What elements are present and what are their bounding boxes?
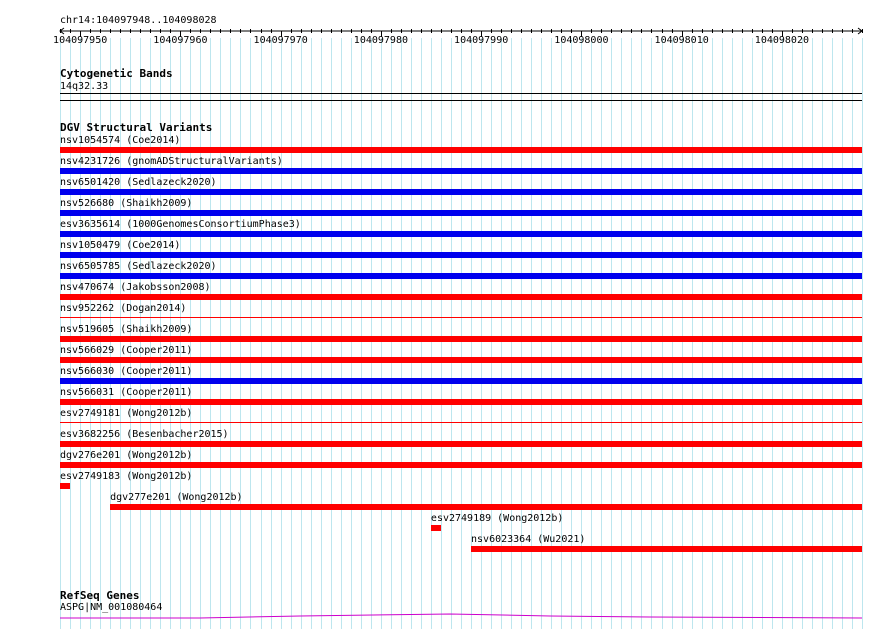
dgv-variant-bar[interactable]	[431, 525, 441, 531]
ruler-tick-label: 104098010	[654, 35, 709, 46]
dgv-variant-bar[interactable]	[60, 422, 862, 423]
dgv-variant-label[interactable]: nsv6023364 (Wu2021)	[471, 534, 586, 545]
cytoband-bar[interactable]	[60, 93, 862, 94]
dgv-variant-label[interactable]: nsv519605 (Shaikh2009)	[60, 324, 193, 335]
refseq-track-title[interactable]: RefSeq Genes	[60, 589, 140, 602]
ruler-tick-label: 104097990	[454, 35, 509, 46]
dgv-variant-bar[interactable]	[60, 378, 862, 384]
ruler-tick-label: 104098000	[554, 35, 609, 46]
dgv-variant-label[interactable]: nsv1050479 (Coe2014)	[60, 240, 181, 251]
dgv-variant-label[interactable]: nsv566031 (Cooper2011)	[60, 387, 193, 398]
dgv-variant-bar[interactable]	[60, 294, 862, 300]
dgv-variant-label[interactable]: nsv526680 (Shaikh2009)	[60, 198, 193, 209]
dgv-variant-bar[interactable]	[60, 336, 862, 342]
ruler-tick-label: 104097980	[353, 35, 408, 46]
dgv-variant-bar[interactable]	[60, 252, 862, 258]
dgv-variant-bar[interactable]	[60, 441, 862, 447]
dgv-variant-label[interactable]: esv2749183 (Wong2012b)	[60, 471, 193, 482]
dgv-variant-label[interactable]: nsv6501420 (Sedlazeck2020)	[60, 177, 217, 188]
refseq-gene-line[interactable]	[0, 610, 890, 624]
dgv-variant-label[interactable]: esv3682256 (Besenbacher2015)	[60, 429, 229, 440]
dgv-variant-label[interactable]: dgv277e201 (Wong2012b)	[110, 492, 243, 503]
dgv-variant-bar[interactable]	[60, 189, 862, 195]
dgv-variant-label[interactable]: dgv276e201 (Wong2012b)	[60, 450, 193, 461]
dgv-variant-bar[interactable]	[60, 273, 862, 279]
dgv-variant-bar[interactable]	[471, 546, 862, 552]
dgv-variant-bar[interactable]	[110, 504, 862, 510]
dgv-variant-bar[interactable]	[60, 231, 862, 237]
dgv-variant-label[interactable]: nsv6505785 (Sedlazeck2020)	[60, 261, 217, 272]
dgv-variant-label[interactable]: esv3635614 (1000GenomesConsortiumPhase3)	[60, 219, 301, 230]
dgv-variant-label[interactable]: nsv470674 (Jakobsson2008)	[60, 282, 211, 293]
dgv-variant-bar[interactable]	[60, 462, 862, 468]
cytobands-track-title[interactable]: Cytogenetic Bands	[60, 67, 173, 80]
ruler-tick-label: 104097970	[253, 35, 308, 46]
locus-label: chr14:104097948..104098028	[60, 15, 217, 26]
dgv-variant-bar[interactable]	[60, 317, 862, 318]
dgv-variant-bar[interactable]	[60, 210, 862, 216]
dgv-variant-label[interactable]: nsv1054574 (Coe2014)	[60, 135, 181, 146]
dgv-variant-bar[interactable]	[60, 357, 862, 363]
dgv-variant-bar[interactable]	[60, 147, 862, 153]
ruler-tick-label: 104097950	[53, 35, 108, 46]
dgv-track-title[interactable]: DGV Structural Variants	[60, 121, 213, 134]
refseq-gene-label[interactable]: ASPG|NM_001080464	[60, 602, 163, 613]
dgv-variant-label[interactable]: nsv566030 (Cooper2011)	[60, 366, 193, 377]
dgv-variant-label[interactable]: esv2749181 (Wong2012b)	[60, 408, 193, 419]
dgv-variant-bar[interactable]	[60, 399, 862, 405]
dgv-variant-label[interactable]: nsv4231726 (gnomADStructuralVariants)	[60, 156, 283, 167]
track-divider	[60, 100, 862, 101]
ruler-tick-label: 104097960	[153, 35, 208, 46]
dgv-variant-bar[interactable]	[60, 168, 862, 174]
dgv-variant-label[interactable]: esv2749189 (Wong2012b)	[430, 513, 564, 524]
cytoband-label: 14q32.33	[60, 81, 109, 92]
dgv-variant-label[interactable]: nsv952262 (Dogan2014)	[60, 303, 187, 314]
dgv-variant-label[interactable]: nsv566029 (Cooper2011)	[60, 345, 193, 356]
dgv-variant-bar[interactable]	[60, 483, 70, 489]
ruler-tick-label: 104098020	[754, 35, 809, 46]
